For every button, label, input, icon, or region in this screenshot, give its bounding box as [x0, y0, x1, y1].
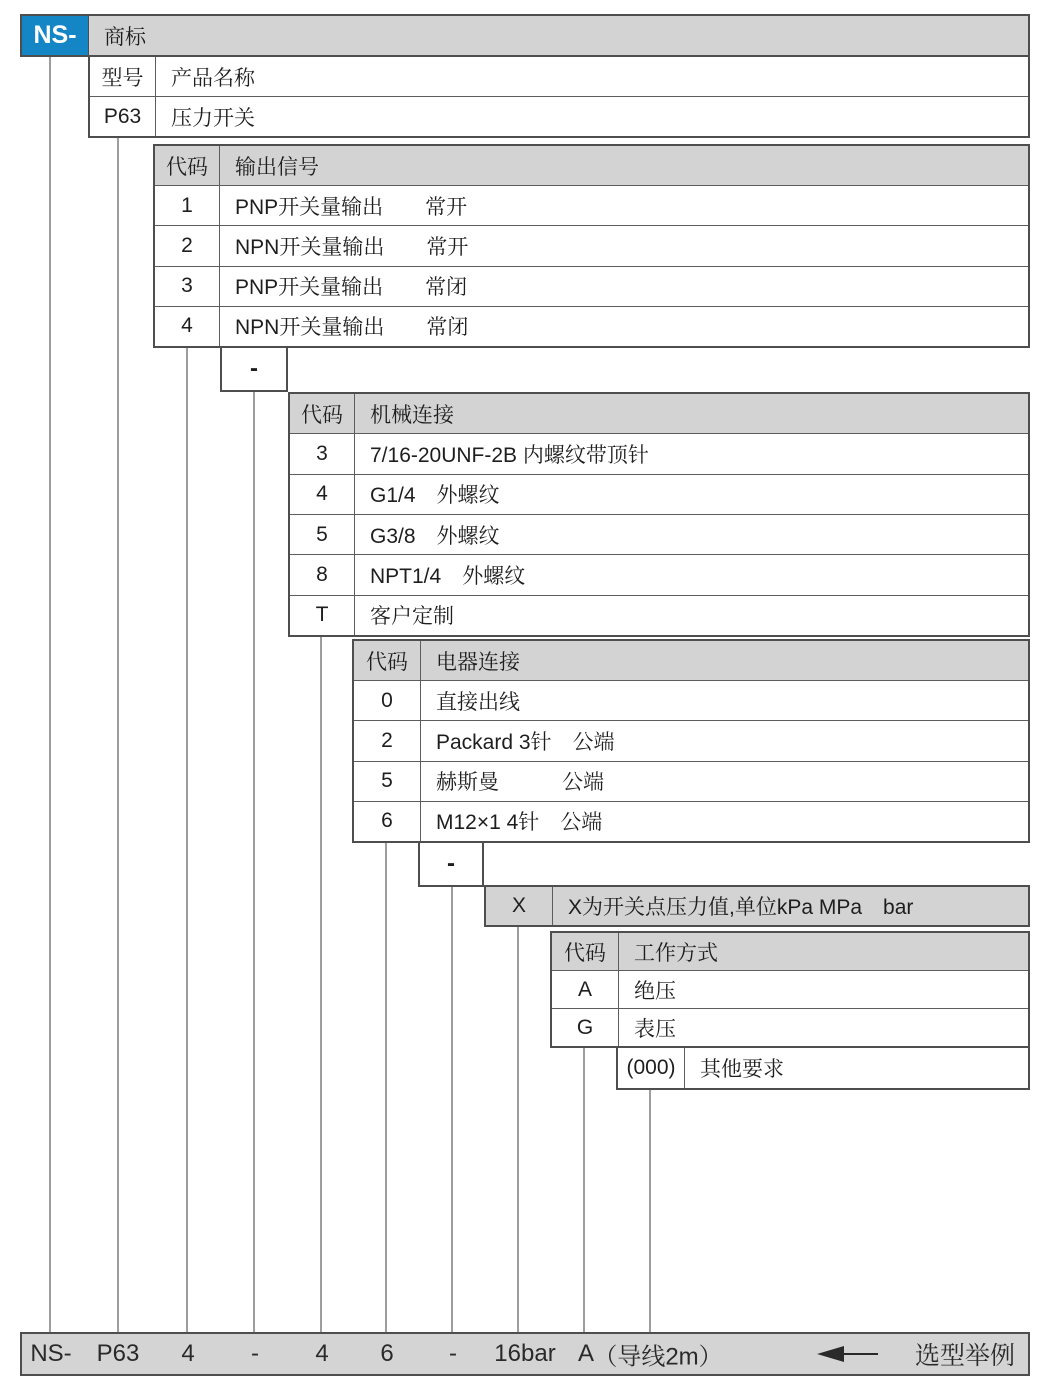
table-row: G 表压: [552, 1008, 1028, 1046]
connector-line: [49, 57, 51, 1332]
working-mode-title: 工作方式: [634, 941, 718, 965]
connector-line: [451, 887, 453, 1332]
working-mode-table: [550, 931, 1030, 1048]
pressure-code: X: [511, 894, 526, 917]
example-item: （导线2m）: [593, 1343, 723, 1371]
pressure-value-row: [484, 885, 1030, 927]
brand-code-cell: [22, 16, 89, 55]
electrical-connection-title: 电器连接: [436, 650, 520, 674]
code-header: 代码: [564, 941, 606, 965]
code-header: 代码: [166, 155, 208, 179]
trademark-cell: [89, 16, 1028, 55]
table-header-row: [354, 641, 1028, 680]
product-value: 压力开关: [171, 106, 255, 130]
product-label-cell: [156, 57, 1028, 96]
model-label-cell: [90, 57, 156, 96]
code-header: 代码: [301, 403, 343, 427]
connector-line: [186, 348, 188, 1332]
example-item: 4: [181, 1340, 195, 1367]
example-bar: [20, 1332, 1030, 1376]
brand-code: NS-: [33, 21, 77, 49]
connector-line: [583, 1048, 585, 1332]
example-item: 4: [315, 1340, 329, 1367]
product-label: 产品名称: [171, 66, 255, 90]
table-header-row: [290, 394, 1028, 433]
model-value-row: [90, 96, 1028, 136]
model-label: 型号: [101, 66, 144, 90]
table-row: 4 NPN开关量输出 常闭: [155, 306, 1028, 346]
example-arrow-icon: [817, 1346, 878, 1362]
table-row: T 客户定制: [290, 595, 1028, 635]
connector-line: [649, 1090, 651, 1332]
table-row: 2 NPN开关量输出 常开: [155, 225, 1028, 265]
table-row: 8 NPT1/4 外螺纹: [290, 554, 1028, 594]
example-label: 选型举例: [915, 1342, 1016, 1370]
example-item: 6: [380, 1340, 394, 1367]
connector-line: [385, 843, 387, 1332]
mech-connection-table: [288, 392, 1030, 637]
table-row: 4 G1/4 外螺纹: [290, 474, 1028, 514]
table-row: 3 7/16-20UNF-2B 内螺纹带顶针: [290, 433, 1028, 473]
table-row: A 绝压: [552, 970, 1028, 1008]
connector-line: [320, 637, 322, 1332]
code-header: 代码: [366, 650, 408, 674]
table-row: 5 赫斯曼 公端: [354, 761, 1028, 801]
table-row: 6 M12×1 4针 公端: [354, 801, 1028, 841]
output-signal-table: [153, 144, 1030, 348]
mech-connection-title: 机械连接: [370, 403, 454, 427]
model-table: [88, 55, 1030, 138]
separator-dash: -: [418, 841, 484, 887]
table-row: 2 Packard 3针 公端: [354, 720, 1028, 760]
other-code: (000): [626, 1056, 676, 1079]
table-row: 0 直接出线: [354, 680, 1028, 720]
other-desc: 其他要求: [700, 1058, 784, 1081]
example-item: 16bar: [494, 1340, 556, 1367]
electrical-connection-table: [352, 639, 1030, 843]
model-value: P63: [103, 104, 142, 128]
brand-row: [20, 14, 1030, 57]
model-value-cell: [90, 97, 156, 136]
example-item: P63: [96, 1340, 140, 1367]
product-value-cell: [156, 97, 1028, 136]
connector-line: [517, 927, 519, 1332]
example-item: NS-: [30, 1340, 72, 1367]
table-row: 1 PNP开关量输出 常开: [155, 185, 1028, 225]
table-header-row: [552, 933, 1028, 970]
example-item: -: [251, 1340, 259, 1367]
connector-line: [117, 138, 119, 1332]
pressure-desc: X为开关点压力值,单位kPa MPa bar: [568, 896, 914, 919]
example-item: -: [449, 1340, 457, 1367]
other-requirement-row: [616, 1046, 1030, 1090]
separator-dash: -: [220, 346, 288, 392]
trademark-label: 商标: [104, 25, 146, 49]
table-row: 5 G3/8 外螺纹: [290, 514, 1028, 554]
table-row: 3 PNP开关量输出 常闭: [155, 266, 1028, 306]
connector-line: [253, 392, 255, 1332]
model-header-row: [90, 57, 1028, 96]
table-header-row: [155, 146, 1028, 185]
output-signal-title: 输出信号: [235, 155, 319, 179]
example-item: A: [577, 1340, 595, 1367]
